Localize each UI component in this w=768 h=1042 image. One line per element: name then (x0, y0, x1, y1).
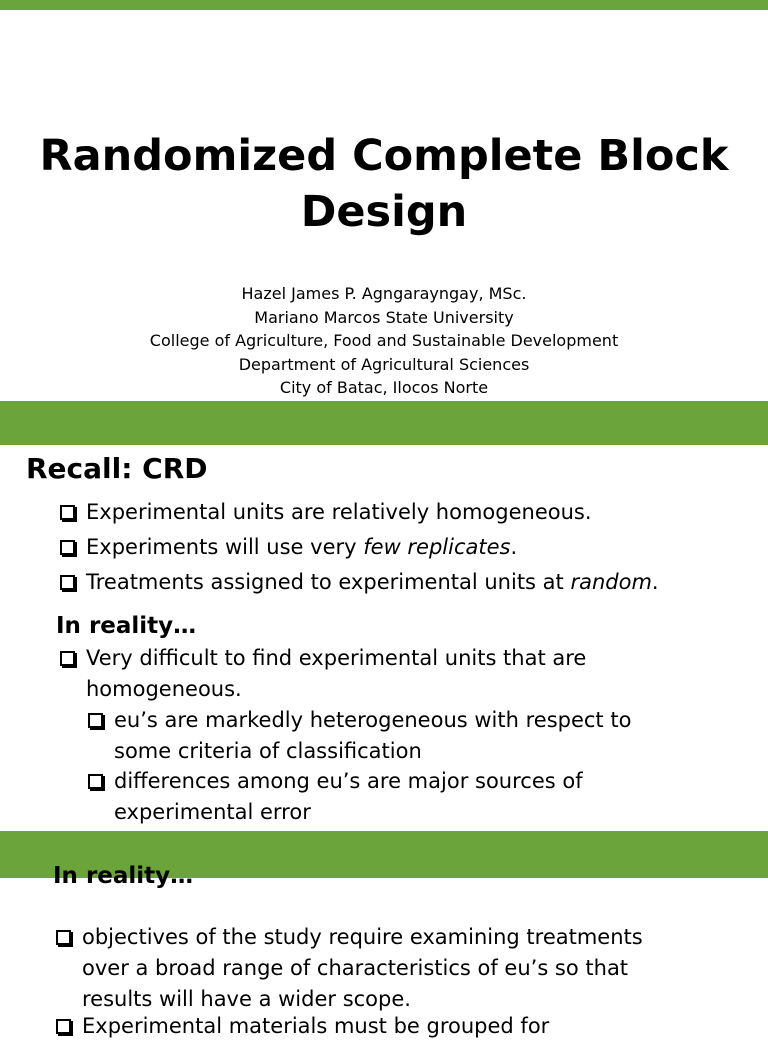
list-item: Experimental units are relatively homogeneous. (60, 497, 592, 528)
checkbox-bullet-icon (56, 1019, 71, 1034)
title-line-2: Design (300, 187, 468, 237)
list-item: Experimental materials must be grouped for (56, 1011, 549, 1042)
checkbox-bullet-icon (88, 713, 103, 728)
location: City of Batac, Ilocos Norte (279, 378, 489, 397)
checkbox-bullet-icon (56, 930, 71, 945)
checkbox-bullet-icon (60, 575, 75, 590)
in-reality-heading: In reality… (56, 613, 197, 639)
recall-heading: Recall: CRD (26, 452, 208, 485)
list-item: Experiments will use very few replicates. (60, 532, 517, 563)
list-item: objectives of the study require examining treatments over a broad range of characteristics of eu’s so that results will have a wider scope. (56, 922, 643, 1015)
slide-title (0, 128, 768, 240)
sub-list-item: eu’s are markedly heterogeneous with respect to some criteria of classification (88, 705, 631, 767)
department-name: Department of Agricultural Sciences (238, 354, 530, 374)
title-line-1: Randomized Complete Block (39, 131, 729, 181)
top-accent-bar (0, 0, 768, 10)
college-name: College of Agriculture, Food and Sustainable Development (149, 331, 619, 350)
author-name: Hazel James P. Agngarayngay, MSc. (241, 284, 527, 303)
checkbox-bullet-icon (60, 651, 75, 666)
checkbox-bullet-icon (60, 540, 75, 555)
list-item: Very difficult to find experimental units that are homogeneous. (60, 643, 586, 705)
list-item: Treatments assigned to experimental units at random. (60, 567, 659, 598)
in-reality-heading: In reality… (53, 863, 194, 889)
author-info (0, 282, 768, 400)
slide-divider-bar (0, 401, 768, 445)
checkbox-bullet-icon (88, 774, 103, 789)
sub-list-item: differences among eu’s are major sources of experimental error (88, 766, 583, 828)
university-name: Mariano Marcos State University (254, 307, 514, 327)
checkbox-bullet-icon (60, 505, 75, 520)
